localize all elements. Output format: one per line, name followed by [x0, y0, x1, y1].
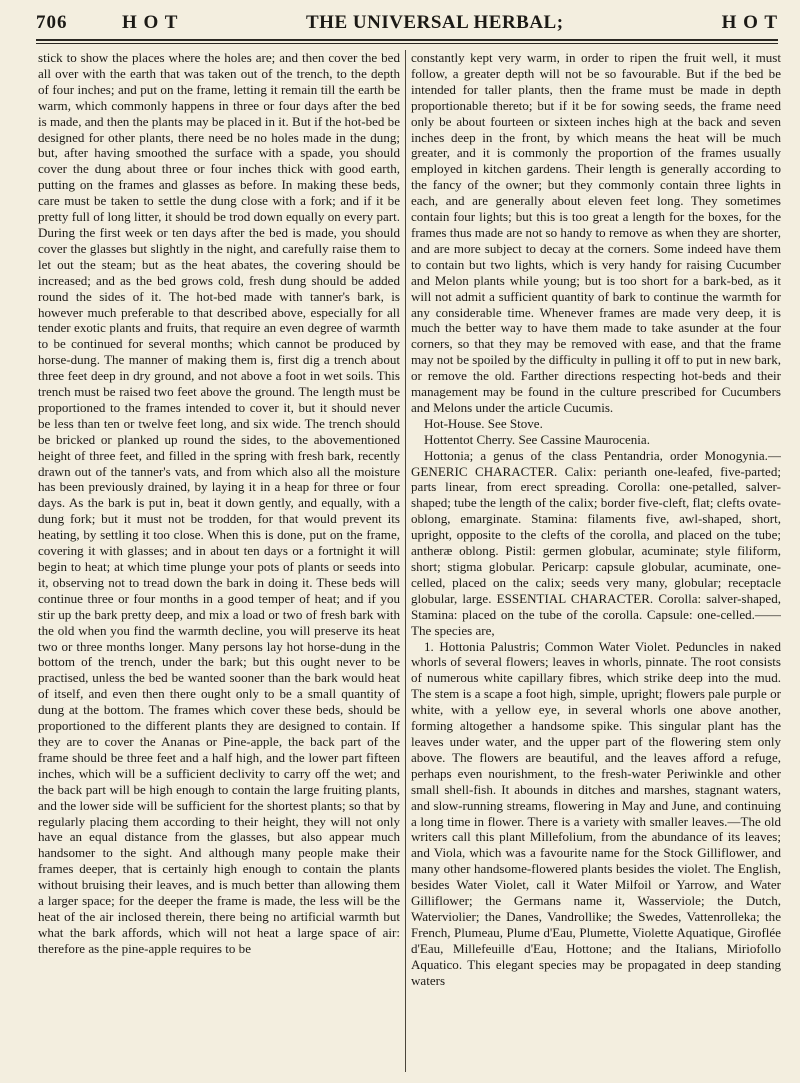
column-divider: [405, 50, 406, 1072]
entry-hottonia: Hottonia; a genus of the class Pentandria, order Monogynia.—GENERIC CHARACTER. Calix: perianth one-leafed, five-parted; parts linear, from erect spreading. Corolla: one-petalled, salver-shaped; tube the length of the calix; border five-cleft, flat; clefts ovate-oblong, emarginate. Stamina: filaments five, awl-shaped, short, upright, opposite to the clefts of the corolla, and placed on the tube; antheræ oblong. Pistil: germen globular, acuminate; style filiform, short; stigma globular. Pericarp: capsule globular, acuminate, one-celled, placed on the calix; seeds very many, globular; receptacle globular, large. ESSENTIAL CHARACTER. Corolla: salver-shaped, Stamina: placed on the tube of the corolla. Capsule: one-celled.——The species are,: [411, 447, 781, 638]
header-right-keyword: H O T: [721, 12, 778, 33]
header-title: THE UNIVERSAL HERBAL;: [306, 12, 564, 33]
paragraph: constantly kept very warm, in order to ripen the fruit well, it must follow, a greater depth will not be so favourable. But if the bed be intended for taller plants, then the frame must be made in depth proportionable thereto; but if it be for sowing seeds, the frame need only be about fourteen or sixteen inches high at the back and seven inches deep in the front, by which means the heat will be much greater, and it is commonly the proportion of the frames usually employed in kitchen gardens. Their length is generally according to the fancy of the owner; but they commonly contain three lights in each, and are generally about eleven feet long. They sometimes contain four lights; but this is too great a length for the boxes, for the frames thus made are not so handy to remove as when they are shorter, and are more subject to decay at the corners. Some indeed have them to contain but two lights, which is very handy for raising Cucumber and Melon plants while young; but is too short for a bark-bed, as it will not admit a sufficient quantity of bark to continue the warmth for any considerable time. Whenever frames are made very deep, it is much the better way to have them made to take asunder at the four corners, so that they may be removed with ease, and that the frame may not be spoiled by the difficulty in pulling it off to put in new bark, or remove the old. Farther directions respecting hot-beds and their management may be found in the culture prescribed for Cucumbers and Melons under the article Cucumis.: [411, 50, 781, 415]
entry-hot-house: Hot-House. See Stove.: [424, 415, 543, 431]
header-left-keyword: H O T: [122, 12, 179, 33]
header-rule-thick: [36, 39, 778, 41]
left-column: [38, 50, 400, 1076]
header-rule-thin: [36, 43, 778, 44]
paragraph: stick to show the places where the holes are; and then cover the bed all over with the earth that was taken out of the trench, to the depth of four inches; and put on the frame, letting it remain till the earth be warm, which commonly happens in three or four days after the bed is made, and then the plants may be placed in it. But if the hot-bed be designed for other plants, there need be no holes made in the dung; but, after having smoothed the surface with a spade, you should cover the dung about three or four inches thick with good earth, putting on the frames and glasses as before. In making these beds, care must be taken to settle the dung close with a fork; and if it be pretty full of long litter, it should be trod down equally on every part. During the first week or ten days after the bed is made, you should cover the glasses but slightly in the night, and carefully raise them to let out the steam; but as the heat abates, the covering should be increased; and as the bed grows cold, fresh dung should be added round the sides of it. The hot-bed made with tanner's bark, is however much preferable to that described above, especially for all tender exotic plants and fruits, that require an even degree of warmth to be continued for several months; which cannot be produced by horse-dung. The manner of making them is, first dig a trench about three feet deep in dry ground, and not above a foot in wet soils. This trench must be raised two feet above the ground. The length must be proportioned to the frames intended to cover it, but it should never be less than ten or twelve feet long, and six wide. The trench should be bricked or planked up round the sides, to the abovementioned height of three feet, and filled in the spring with fresh bark, recently drawn out of the tanner's vats, and from which also all the moisture has been previously drained, by laying it in a heap for three or four days. As the bark is put in, beat it down gently, and equally, with a dung fork; but it must not be trodden, for that would prevent its heating, by settling it too close. When this is done, put on the frame, covering it with glasses; and in about ten days or a fortnight it will begin to heat; at which time plunge your pots of plants or seeds into it, observing not to tread down the bark in doing it. These beds will continue three or four months in a good temper of heat; and if you stir up the bark pretty deep, and mix a load or two of fresh bark with the old when you find the warmth decline, you will preserve its heat two or three months longer. Many persons lay hot horse-dung in the bottom of the trench, under the bark; but this ought never to be practised, unless the bed be wanted sooner than the bark would heat of itself, and even then there ought only to be a small quantity of dung at the bottom. The frames which cover these beds, should be proportioned to the different plants they are designed to contain. If they are to cover the Ananas or Pine-apple, the back part of the frame should be three feet and a half high, and the lower part fifteen inches, which will be a sufficient declivity to carry off the wet; and the back part will be high enough to contain the large fruiting plants, and the lower side will be sufficient for the shortest plants; so that by regularly placing them according to their height, they will not only have an equal distance from the glasses, but also appear much handsomer to the sight. And although many people make their frames deeper, that is certainly high enough to contain the plants without bruising their leaves, and is much better than allowing them a larger space; for the deeper the frame is made, the less will be the heat of the air inclosed therein, there being no artificial warmth but what the bark affords, which will not heat a large space of air: therefore as the pine-apple requires to be: [38, 50, 400, 956]
entry-hottentot-cherry: Hottentot Cherry. See Cassine Maurocenia.: [424, 431, 650, 447]
page-number: 706: [36, 12, 68, 33]
right-column: [411, 50, 781, 1076]
entry-hottonia-palustris: 1. Hottonia Palustris; Common Water Violet. Peduncles in naked whorls of several flowers; leaves in whorls, pinnate. The root consists of numerous white capillary fibres, which strike deep into the mud. The stem is a scape a foot high, simple, upright; flowers pale purple or white, with a yellow eye, in several whorls one above another, forming altogether a handsome spike. This singular plant has the leaves under water, and the upper part of the flowering stem only above. The flowers are beautiful, and the leaves afford a refuge, perhaps even nourishment, to the fresh-water Periwinkle and other small shell-fish. It abounds in ditches and marshes, stagnant waters, and slow-running streams, flowering in May and June, and continuing a long time in flower. There is a variety with smaller leaves.—The old writers call this plant Millefolium, from the abundance of its leaves; and Viola, which was a favourite name for the Stock Gilliflower, and many other handsome-flowered plants besides the violet. The English, besides Water Violet, call it Water Milfoil or Yarrow, and Water Gilliflower; the Germans name it, Wasserviole; the Dutch, Waterviolier; the Danes, Vandrollike; the Swedes, Vattenrolleka; the French, Plumeau, Plume d'Eau, Plumette, Violette Aquatique, Giroflée d'Eau, Millefeuille d'Eau, Hottone; and the Italians, Miriofollo Aquatico. This elegant species may be propagated in deep standing waters: [411, 638, 781, 988]
